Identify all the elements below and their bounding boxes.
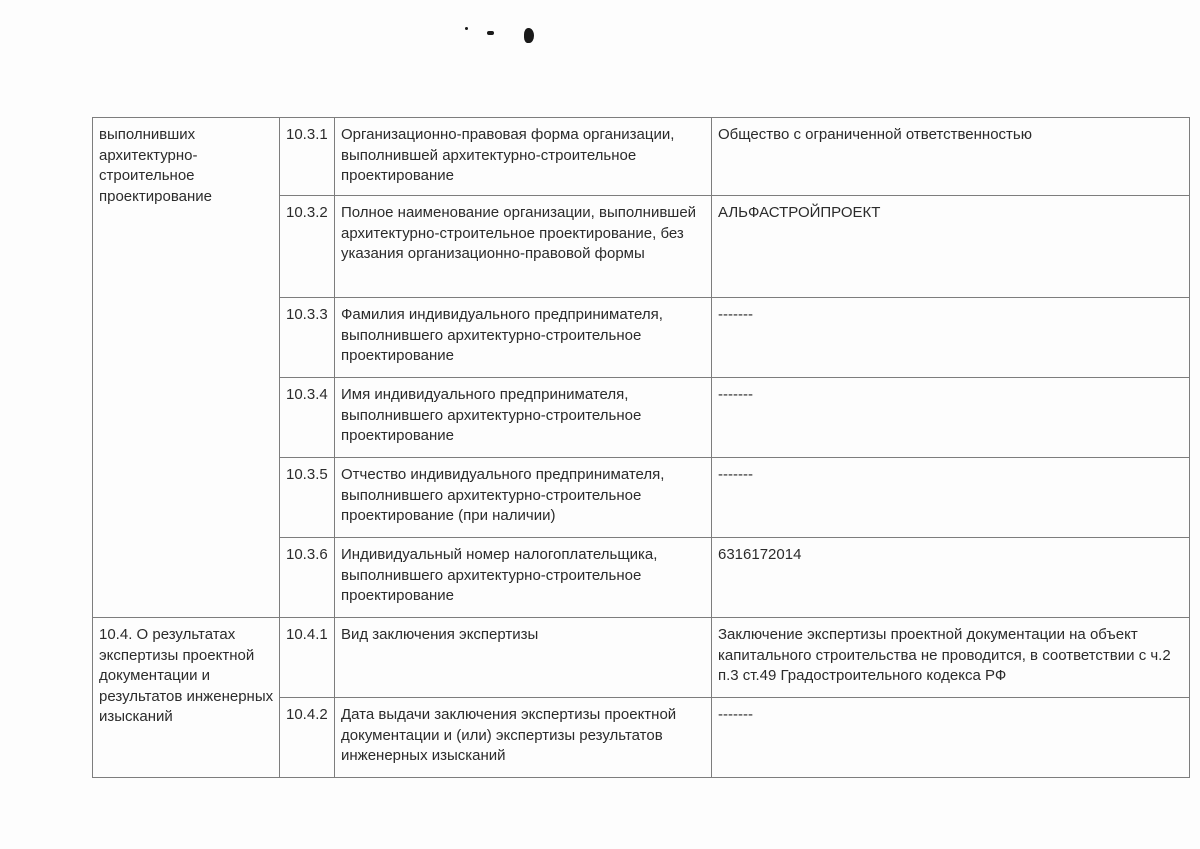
row-value: АЛЬФАСТРОЙПРОЕКТ (712, 196, 1190, 298)
row-number: 10.3.3 (280, 298, 335, 378)
row-description: Организационно-правовая форма организации, выполнившей архитектурно-строительное проектирование (335, 118, 712, 196)
row-value: ------- (712, 378, 1190, 458)
row-value: Заключение экспертизы проектной документации на объект капитального строительства не проводится, в соответствии с ч.2 п.3 ст.49 Градостроительного кодекса РФ (712, 618, 1190, 698)
row-description: Отчество индивидуального предпринимателя, выполнившего архитектурно-строительное проектирование (при наличии) (335, 458, 712, 538)
section-label-cell (93, 618, 280, 778)
row-description: Имя индивидуального предпринимателя, выполнившего архитектурно-строительное проектирование (335, 378, 712, 458)
row-value: ------- (712, 698, 1190, 778)
scan-speck (465, 27, 468, 30)
row-description: Фамилия индивидуального предпринимателя, выполнившего архитектурно-строительное проектирование (335, 298, 712, 378)
row-number: 10.3.2 (280, 196, 335, 298)
section-label-cell (93, 118, 280, 618)
row-description: Индивидуальный номер налогоплательщика, выполнившего архитектурно-строительное проектирование (335, 538, 712, 618)
document-table (92, 117, 1190, 778)
row-description: Дата выдачи заключения экспертизы проектной документации и (или) экспертизы результатов инженерных изысканий (335, 698, 712, 778)
row-value: ------- (712, 298, 1190, 378)
row-number: 10.3.4 (280, 378, 335, 458)
scan-speck (524, 28, 534, 43)
table-row (93, 118, 1190, 196)
scan-speck (487, 31, 494, 35)
row-value: 6316172014 (712, 538, 1190, 618)
row-number: 10.4.2 (280, 698, 335, 778)
row-value: ------- (712, 458, 1190, 538)
row-number: 10.3.5 (280, 458, 335, 538)
row-number: 10.3.6 (280, 538, 335, 618)
row-description: Вид заключения экспертизы (335, 618, 712, 698)
row-number: 10.4.1 (280, 618, 335, 698)
section-label: 10.4. О результатах экспертизы проектной документации и результатов инженерных изысканий (99, 626, 274, 725)
section-label: выполнивших архитектурно-строительное проектирование (99, 126, 212, 205)
table-row (93, 618, 1190, 698)
row-value: Общество с ограниченной ответственностью (712, 118, 1190, 196)
row-number: 10.3.1 (280, 118, 335, 196)
row-description: Полное наименование организации, выполнившей архитектурно-строительное проектирование, без указания организационно-правовой формы (335, 196, 712, 298)
